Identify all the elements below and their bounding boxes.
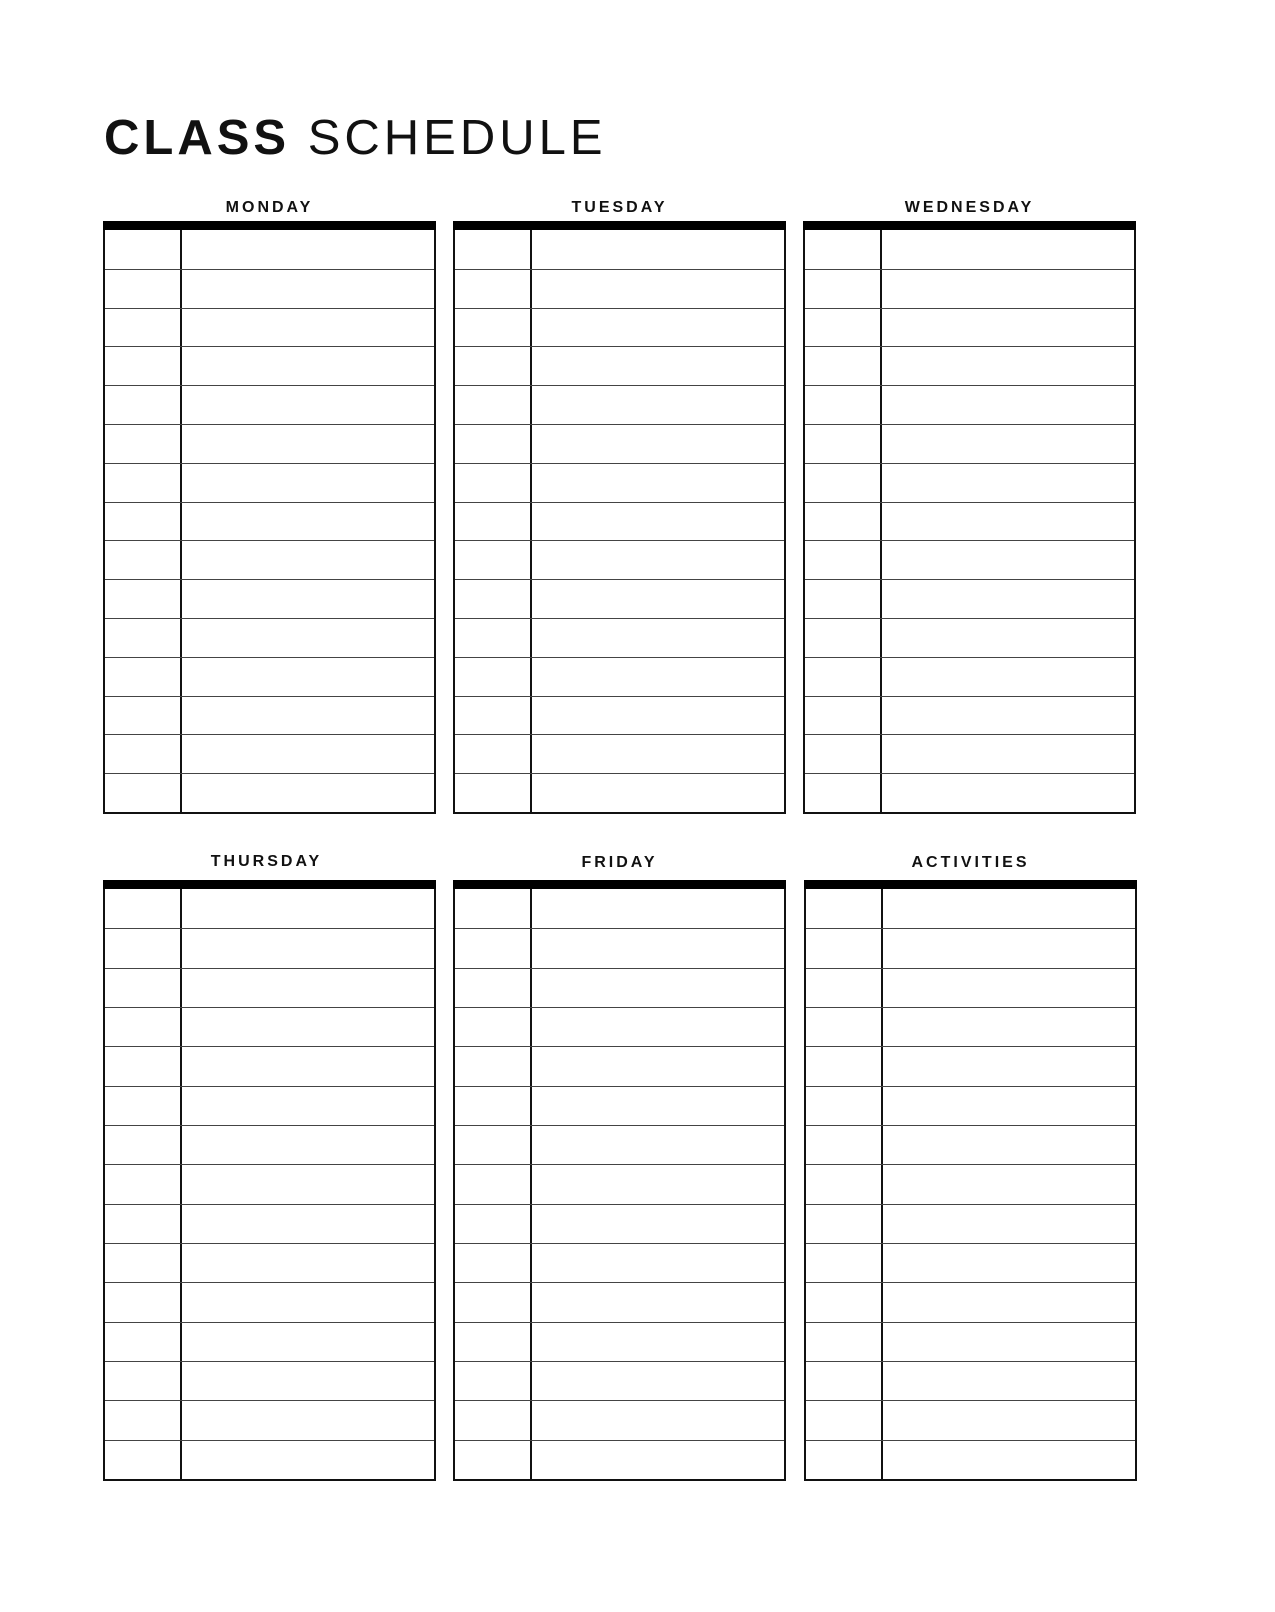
row-line	[105, 1046, 434, 1047]
row-line	[806, 1361, 1135, 1362]
row-line	[455, 1164, 784, 1165]
row-line	[105, 269, 434, 270]
day-label-tuesday: TUESDAY	[571, 199, 668, 216]
row-line	[806, 1322, 1135, 1323]
row-line	[105, 1086, 434, 1087]
row-line	[455, 463, 784, 464]
row-line	[105, 463, 434, 464]
schedule-table-tuesday	[453, 221, 786, 814]
row-line	[455, 1400, 784, 1401]
row-line	[455, 1440, 784, 1441]
page-title	[104, 108, 607, 168]
row-line	[805, 773, 1134, 774]
row-line	[105, 1204, 434, 1205]
time-column-divider	[881, 889, 883, 1479]
row-line	[805, 346, 1134, 347]
row-line	[455, 1086, 784, 1087]
row-line	[455, 346, 784, 347]
row-line	[105, 734, 434, 735]
day-label-activities: ACTIVITIES	[911, 854, 1030, 871]
row-line	[455, 1007, 784, 1008]
row-line	[455, 773, 784, 774]
row-line	[806, 1007, 1135, 1008]
row-line	[105, 657, 434, 658]
row-line	[455, 579, 784, 580]
time-column-divider	[180, 230, 182, 812]
schedule-table-wednesday	[803, 221, 1136, 814]
row-line	[105, 1322, 434, 1323]
row-line	[105, 385, 434, 386]
row-line	[455, 1361, 784, 1362]
row-line	[455, 540, 784, 541]
schedule-table-activities	[804, 880, 1137, 1481]
row-line	[806, 1164, 1135, 1165]
row-line	[455, 657, 784, 658]
row-line	[105, 424, 434, 425]
row-line	[805, 579, 1134, 580]
row-line	[455, 928, 784, 929]
row-line	[805, 540, 1134, 541]
title-bold-word: CLASS	[104, 111, 291, 165]
row-line	[455, 1243, 784, 1244]
row-line	[806, 1125, 1135, 1126]
row-line	[105, 1361, 434, 1362]
row-line	[455, 502, 784, 503]
row-line	[455, 968, 784, 969]
row-line	[805, 385, 1134, 386]
row-line	[806, 1243, 1135, 1244]
time-column-divider	[530, 230, 532, 812]
day-label-thursday: THURSDAY	[210, 853, 323, 870]
row-line	[806, 968, 1135, 969]
row-line	[805, 618, 1134, 619]
row-line	[806, 1204, 1135, 1205]
row-line	[455, 385, 784, 386]
row-line	[455, 424, 784, 425]
row-line	[105, 773, 434, 774]
row-line	[806, 928, 1135, 929]
row-line	[805, 696, 1134, 697]
row-line	[455, 269, 784, 270]
row-line	[105, 1282, 434, 1283]
row-line	[806, 1046, 1135, 1047]
time-column-divider	[180, 889, 182, 1479]
row-line	[455, 1125, 784, 1126]
row-line	[805, 502, 1134, 503]
row-line	[455, 1282, 784, 1283]
row-line	[805, 463, 1134, 464]
schedule-table-friday	[453, 880, 786, 1481]
table-header-bar	[804, 880, 1137, 889]
row-line	[805, 269, 1134, 270]
row-line	[455, 1322, 784, 1323]
day-label-monday: MONDAY	[225, 199, 314, 216]
row-line	[805, 308, 1134, 309]
time-column-divider	[530, 889, 532, 1479]
row-line	[455, 696, 784, 697]
row-line	[806, 1282, 1135, 1283]
row-line	[455, 734, 784, 735]
row-line	[105, 308, 434, 309]
row-line	[455, 1046, 784, 1047]
row-line	[455, 308, 784, 309]
row-line	[105, 346, 434, 347]
table-header-bar	[103, 880, 436, 889]
day-label-friday: FRIDAY	[581, 854, 658, 871]
row-line	[105, 579, 434, 580]
row-line	[105, 1243, 434, 1244]
row-line	[105, 696, 434, 697]
table-header-bar	[803, 221, 1136, 230]
row-line	[105, 928, 434, 929]
day-label-wednesday: WEDNESDAY	[904, 199, 1035, 216]
row-line	[105, 502, 434, 503]
row-line	[105, 1400, 434, 1401]
row-line	[806, 1440, 1135, 1441]
row-line	[805, 734, 1134, 735]
row-line	[105, 968, 434, 969]
row-line	[806, 1086, 1135, 1087]
table-header-bar	[453, 221, 786, 230]
row-line	[105, 1164, 434, 1165]
row-line	[455, 1204, 784, 1205]
row-line	[806, 1400, 1135, 1401]
row-line	[105, 1440, 434, 1441]
schedule-table-monday	[103, 221, 436, 814]
time-column-divider	[880, 230, 882, 812]
row-line	[105, 1125, 434, 1126]
row-line	[105, 618, 434, 619]
title-light-word: SCHEDULE	[307, 111, 607, 165]
row-line	[805, 424, 1134, 425]
table-header-bar	[453, 880, 786, 889]
row-line	[455, 618, 784, 619]
row-line	[105, 1007, 434, 1008]
row-line	[805, 657, 1134, 658]
table-header-bar	[103, 221, 436, 230]
row-line	[105, 540, 434, 541]
schedule-table-thursday	[103, 880, 436, 1481]
